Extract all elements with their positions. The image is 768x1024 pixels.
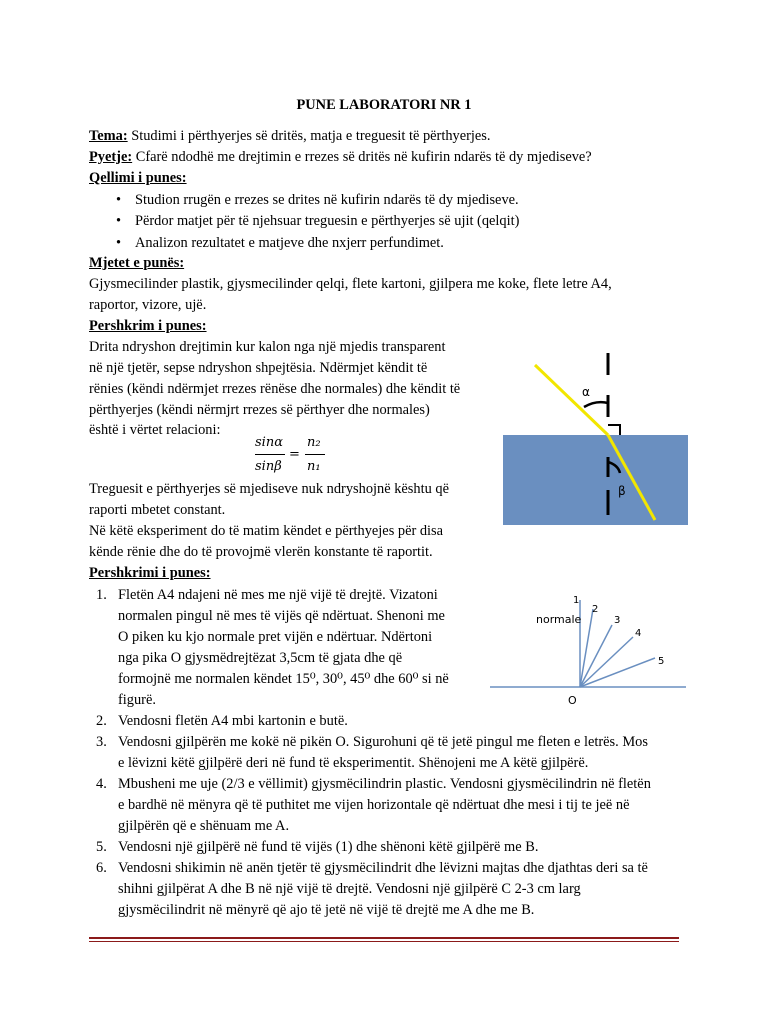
- page-title: PUNE LABORATORI NR 1: [296, 97, 472, 113]
- rays-figure: [490, 590, 690, 705]
- qellimi-item: Përdor matjet për të njehsuar treguesin e përthyerjes së ujit (qelqit): [135, 213, 520, 229]
- qellimi-heading: Qellimi i punes:: [89, 170, 187, 186]
- ray-label-5: 5: [658, 656, 665, 667]
- pershkrimi-heading: Pershkrimi i punes:: [89, 565, 211, 581]
- qellimi-item: Analizon rezultatet e matjeve dhe nxjerr perfundimet.: [135, 235, 444, 251]
- ray-label-1: 1: [573, 595, 580, 606]
- alpha-arc: [584, 402, 608, 407]
- formula-num-left: sinα: [255, 435, 283, 450]
- alpha-label: α: [582, 385, 590, 399]
- incident-ray: [535, 365, 608, 435]
- water-medium: [503, 435, 688, 525]
- tema-line: [89, 126, 491, 147]
- pershkrim-line: Drita ndryshon drejtimin kur kalon nga një mjedis transparent: [89, 339, 446, 355]
- pershkrim-after-line: Treguesit e përthyerjes së mjediseve nuk ndryshojnë kështu që: [89, 481, 449, 497]
- step-number: 2.: [96, 713, 107, 729]
- step-line: Mbusheni me uje (2/3 e vëllimit) gjysmëcilindrin plastic. Vendosni gjysmëcilindrin në fletën: [118, 776, 651, 792]
- refraction-figure: [500, 345, 690, 530]
- ray-label-2: 2: [592, 604, 599, 615]
- pyetje-text: Cfarë ndodhë me drejtimin e rrezes së dritës në kufirin ndarës të dy mjediseve?: [132, 149, 592, 165]
- step-line: gjysmëcilindrit në mënyrë që ajo të jetë në vijë të drejtë me A dhe me B.: [118, 902, 535, 918]
- mjetet-line: Gjysmecilinder plastik, gjysmecilinder qelqi, flete kartoni, gjilpera me koke, flete letre A4,: [89, 276, 612, 292]
- step-line: Vendosni fletën A4 mbi kartonin e butë.: [118, 713, 348, 729]
- step-number: 1.: [96, 587, 107, 603]
- step-line: O piken ku kjo normale pret vijën e ndërtuar. Ndërtoni: [118, 629, 433, 645]
- qellimi-item: Studion rrugën e rrezes se drites në kufirin ndarës të dy mjediseve.: [135, 192, 519, 208]
- pyetje-label: Pyetje:: [89, 149, 133, 165]
- formula-den-right: n₁: [307, 459, 321, 474]
- pyetje-line: [89, 147, 592, 168]
- fraction-bar: [255, 454, 285, 455]
- bullet-icon: •: [116, 235, 122, 251]
- pershkrim-after-line: kënde rënie dhe do të provojmë vlerën konstante të raportit.: [89, 544, 433, 560]
- ray-4: [580, 637, 633, 687]
- footer-rule-top: [89, 937, 679, 939]
- formula-equals: =: [289, 447, 300, 462]
- step-number: 3.: [96, 734, 107, 750]
- mjetet-heading: Mjetet e punës:: [89, 255, 185, 271]
- right-angle-mark: [608, 425, 620, 435]
- step-line: normalen pingul në mes të vijës që ndërtuat. Shenoni me: [118, 608, 445, 624]
- step-number: 4.: [96, 776, 107, 792]
- pershkrim-after-line: Në këtë eksperiment do të matim këndet e përthyejes për disa: [89, 523, 444, 539]
- tema-text: Studimi i përthyerjes së dritës, matja e treguesit të përthyerjes.: [127, 128, 491, 144]
- step-line: Vendosni shikimin në anën tjetër të gjysmëcilindrit dhe lëvizni majtas dhe djathtas deri sa të: [118, 860, 648, 876]
- step-number: 6.: [96, 860, 107, 876]
- step-line: e lëvizni këtë gjilpërë deri në fund të eksperimentit. Shënojeni me A këtë gjilpërë.: [118, 755, 589, 771]
- step-line: Vendosni një gjilpërë në fund të vijës (1) dhe shënoni këtë gjilpërë me B.: [118, 839, 539, 855]
- pershkrim-line: është i vërtet relacioni:: [89, 422, 221, 438]
- formula-den-left: sinβ: [255, 459, 282, 474]
- step-line: Fletën A4 ndajeni në mes me një vijë të drejtë. Vizatoni: [118, 587, 438, 603]
- pershkrim-line: rënies (këndi ndërmjet rrezes rënëse dhe normales) dhe këndit të: [89, 381, 461, 397]
- origin-label: O: [568, 694, 577, 705]
- ray-5: [580, 658, 655, 687]
- fraction-bar: [305, 454, 325, 455]
- ray-label-4: 4: [635, 628, 642, 639]
- step-number: 5.: [96, 839, 107, 855]
- pershkrim-line: në një tjetër, sepse ndryshon shpejtësia. Ndërmjet këndit të: [89, 360, 428, 376]
- beta-label: β: [618, 484, 626, 498]
- step-line: e bardhë në mënyra që të puthitet me vijen horizontale që ndërtuat dhe mesi i tij te jeë në: [118, 797, 630, 813]
- pershkrim-line: përthyerjes (këndi nërmjrt rrezes së përthyer dhe normales): [89, 402, 430, 418]
- step-line: figurë.: [118, 692, 156, 708]
- formula-num-right: n₂: [307, 435, 321, 450]
- step-line: gjilpërën që e shënuam me A.: [118, 818, 290, 834]
- step-line: shihni gjilpërat A dhe B në një vijë të drejtë. Vendosni një gjilpërë C 2-3 cm larg: [118, 881, 581, 897]
- bullet-icon: •: [116, 192, 122, 208]
- normal-label: normale: [536, 613, 582, 626]
- ray-label-3: 3: [614, 615, 621, 626]
- tema-label: Tema:: [89, 128, 128, 144]
- step-line: Vendosni gjilpërën me kokë në pikën O. Sigurohuni që të jetë pingul me fleten e letrës. Mos: [118, 734, 648, 750]
- pershkrim-after-line: raporti mbetet constant.: [89, 502, 226, 518]
- footer-rule-bottom: [89, 941, 679, 942]
- pershkrim-heading: Pershkrim i punes:: [89, 318, 207, 334]
- snell-formula: [255, 432, 335, 480]
- mjetet-line: raportor, vizore, ujë.: [89, 297, 207, 313]
- step-line: nga pika O gjysmëdrejtëzat 3,5cm të gjata dhe që: [118, 650, 403, 666]
- bullet-icon: •: [116, 213, 122, 229]
- step-line: formojnë me normalen këndet 15⁰, 30⁰, 45⁰ dhe 60⁰ si në: [118, 671, 449, 687]
